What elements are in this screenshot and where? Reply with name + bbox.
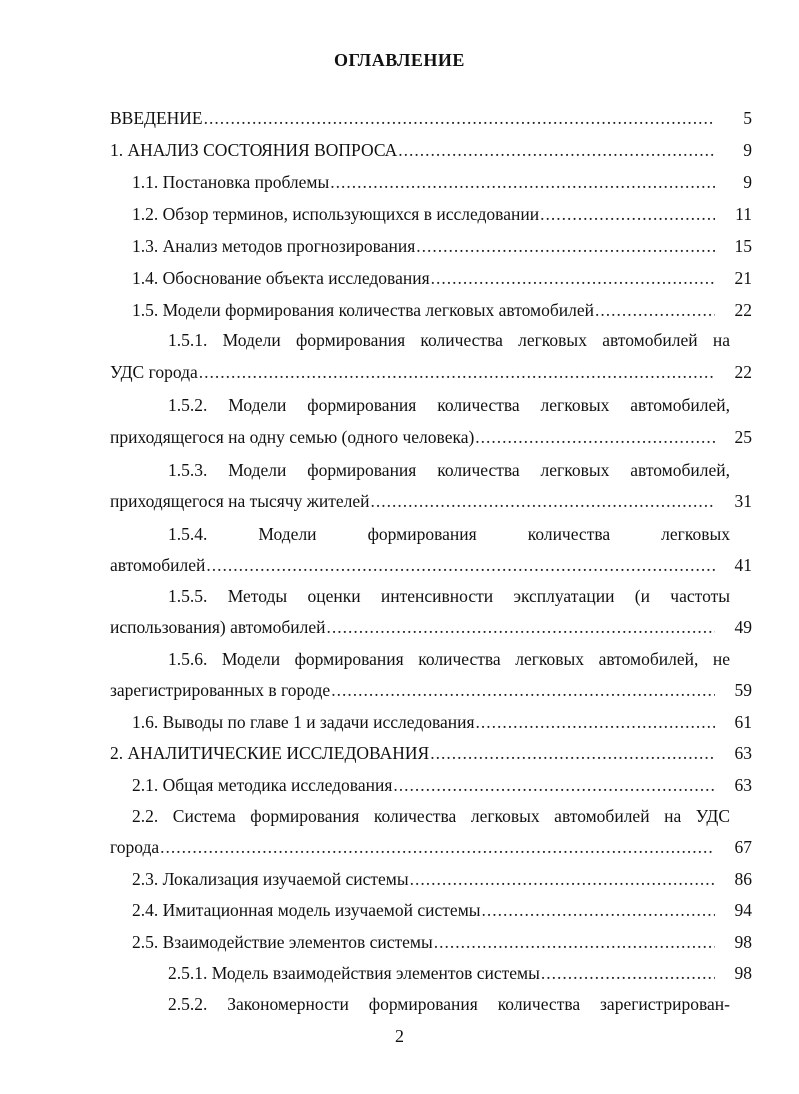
toc-entry-page: 5 bbox=[743, 108, 752, 128]
toc-entry-text: города bbox=[110, 837, 160, 857]
leader-dots bbox=[416, 232, 715, 260]
leader-dots bbox=[331, 676, 715, 704]
toc-entry-page: 41 bbox=[734, 555, 752, 575]
toc-entry-text: ВВЕДЕНИЕ bbox=[110, 108, 203, 128]
leader-dots bbox=[330, 168, 715, 196]
toc-entry-page: 11 bbox=[735, 204, 752, 224]
leader-dots bbox=[541, 959, 715, 987]
toc-entry-2-5[interactable] bbox=[132, 928, 752, 956]
leader-dots bbox=[430, 739, 715, 767]
leader-dots bbox=[398, 136, 715, 164]
toc-entry-page: 15 bbox=[734, 236, 752, 256]
toc-entry-1-5-3-line1[interactable]: 1.5.3. Модели формирования количества легковых автомобилей, bbox=[168, 460, 730, 480]
toc-entry-chapter-2[interactable] bbox=[110, 739, 752, 767]
toc-entry-1-3[interactable] bbox=[132, 232, 752, 260]
toc-entry-1-5-3[interactable] bbox=[110, 487, 752, 515]
toc-entry-2-3[interactable] bbox=[132, 865, 752, 893]
toc-entry-1-1[interactable] bbox=[132, 168, 752, 196]
toc-entry-1-2[interactable] bbox=[132, 200, 752, 228]
toc-entry-page: 31 bbox=[734, 491, 752, 511]
toc-entry-1-5[interactable] bbox=[132, 296, 752, 324]
leader-dots bbox=[482, 896, 715, 924]
toc-entry-page: 67 bbox=[734, 837, 752, 857]
toc-entry-page: 63 bbox=[734, 743, 752, 763]
leader-dots bbox=[476, 708, 715, 736]
toc-entry-page: 9 bbox=[743, 172, 752, 192]
toc-entry-text: 1.4. Обоснование объекта исследования bbox=[132, 268, 430, 288]
toc-entry-text: 1.6. Выводы по главе 1 и задачи исследования bbox=[132, 712, 475, 732]
toc-entry-page: 59 bbox=[734, 680, 752, 700]
leader-dots bbox=[160, 833, 715, 861]
toc-entry-page: 9 bbox=[743, 140, 752, 160]
toc-entry-text: 2.3. Локализация изучаемой системы bbox=[132, 869, 409, 889]
toc-entry-text: 1.2. Обзор терминов, использующихся в исследовании bbox=[132, 204, 540, 224]
leader-dots bbox=[475, 423, 715, 451]
toc-entry-1-6[interactable] bbox=[132, 708, 752, 736]
toc-entry-2-2-line1[interactable]: 2.2. Система формирования количества легковых автомобилей на УДС bbox=[132, 806, 730, 826]
toc-entry-page: 25 bbox=[734, 427, 752, 447]
toc-entry-2-5-1[interactable] bbox=[168, 959, 752, 987]
leader-dots bbox=[371, 487, 715, 515]
toc-entry-text: 2. АНАЛИТИЧЕСКИЕ ИССЛЕДОВАНИЯ bbox=[110, 743, 430, 763]
leader-dots bbox=[434, 928, 715, 956]
toc-entry-text: приходящегося на одну семью (одного человека) bbox=[110, 427, 475, 447]
leader-dots bbox=[206, 551, 715, 579]
toc-entry-1-5-4-line1[interactable]: 1.5.4. Модели формирования количества легковых bbox=[168, 524, 730, 544]
toc-entry-page: 49 bbox=[734, 617, 752, 637]
toc-entry-text: УДС города bbox=[110, 362, 198, 382]
toc-entry-text: 2.5.1. Модель взаимодействия элементов системы bbox=[168, 963, 540, 983]
toc-entry-1-5-2[interactable] bbox=[110, 423, 752, 451]
toc-entry-1-5-6-line1[interactable]: 1.5.6. Модели формирования количества легковых автомобилей, не bbox=[168, 649, 730, 669]
toc-entry-1-5-1-line1[interactable]: 1.5.1. Модели формирования количества легковых автомобилей на bbox=[168, 330, 730, 350]
toc-entry-text: 1. АНАЛИЗ СОСТОЯНИЯ ВОПРОСА bbox=[110, 140, 398, 160]
toc-entry-text: зарегистрированных в городе bbox=[110, 680, 331, 700]
leader-dots bbox=[204, 104, 715, 132]
toc-entry-1-5-5-line1[interactable]: 1.5.5. Методы оценки интенсивности эксплуатации (и частоты bbox=[168, 586, 730, 606]
leader-dots bbox=[431, 264, 715, 292]
leader-dots bbox=[595, 296, 715, 324]
page-title: ОГЛАВЛЕНИЕ bbox=[334, 50, 465, 70]
toc-entry-text: 1.5. Модели формирования количества легковых автомобилей bbox=[132, 300, 595, 320]
toc-entry-page: 22 bbox=[734, 362, 752, 382]
toc-entry-page: 63 bbox=[734, 775, 752, 795]
leader-dots bbox=[199, 358, 715, 386]
leader-dots bbox=[326, 613, 715, 641]
leader-dots bbox=[540, 200, 715, 228]
toc-entry-page: 98 bbox=[734, 932, 752, 952]
toc-entry-2-2[interactable] bbox=[110, 833, 752, 861]
leader-dots bbox=[393, 771, 715, 799]
toc-entry-text: 1.1. Постановка проблемы bbox=[132, 172, 330, 192]
page-number: 2 bbox=[395, 1026, 404, 1046]
toc-entry-2-5-2-line1[interactable]: 2.5.2. Закономерности формирования количества зарегистрирован- bbox=[168, 994, 730, 1014]
toc-entry-page: 86 bbox=[734, 869, 752, 889]
toc-entry-2-4[interactable] bbox=[132, 896, 752, 924]
toc-entry-1-5-6[interactable] bbox=[110, 676, 752, 704]
toc-entry-text: 2.4. Имитационная модель изучаемой системы bbox=[132, 900, 481, 920]
toc-entry-chapter-1[interactable] bbox=[110, 136, 752, 164]
toc-entry-intro[interactable] bbox=[110, 104, 752, 132]
toc-entry-1-5-4[interactable] bbox=[110, 551, 752, 579]
toc-entry-page: 21 bbox=[734, 268, 752, 288]
toc-entry-page: 61 bbox=[734, 712, 752, 732]
toc-entry-text: приходящегося на тысячу жителей bbox=[110, 491, 370, 511]
toc-entry-text: 2.1. Общая методика исследования bbox=[132, 775, 393, 795]
toc-entry-2-1[interactable] bbox=[132, 771, 752, 799]
toc-entry-text: автомобилей bbox=[110, 555, 206, 575]
toc-entry-page: 98 bbox=[734, 963, 752, 983]
toc-entry-page: 94 bbox=[734, 900, 752, 920]
toc-entry-1-4[interactable] bbox=[132, 264, 752, 292]
toc-entry-1-5-2-line1[interactable]: 1.5.2. Модели формирования количества легковых автомобилей, bbox=[168, 395, 730, 415]
toc-entry-1-5-1[interactable] bbox=[110, 358, 752, 386]
leader-dots bbox=[410, 865, 715, 893]
toc-entry-text: 1.3. Анализ методов прогнозирования bbox=[132, 236, 416, 256]
toc-entry-text: 2.5. Взаимодействие элементов системы bbox=[132, 932, 433, 952]
toc-entry-page: 22 bbox=[734, 300, 752, 320]
toc-entry-text: использования) автомобилей bbox=[110, 617, 326, 637]
toc-entry-1-5-5[interactable] bbox=[110, 613, 752, 641]
